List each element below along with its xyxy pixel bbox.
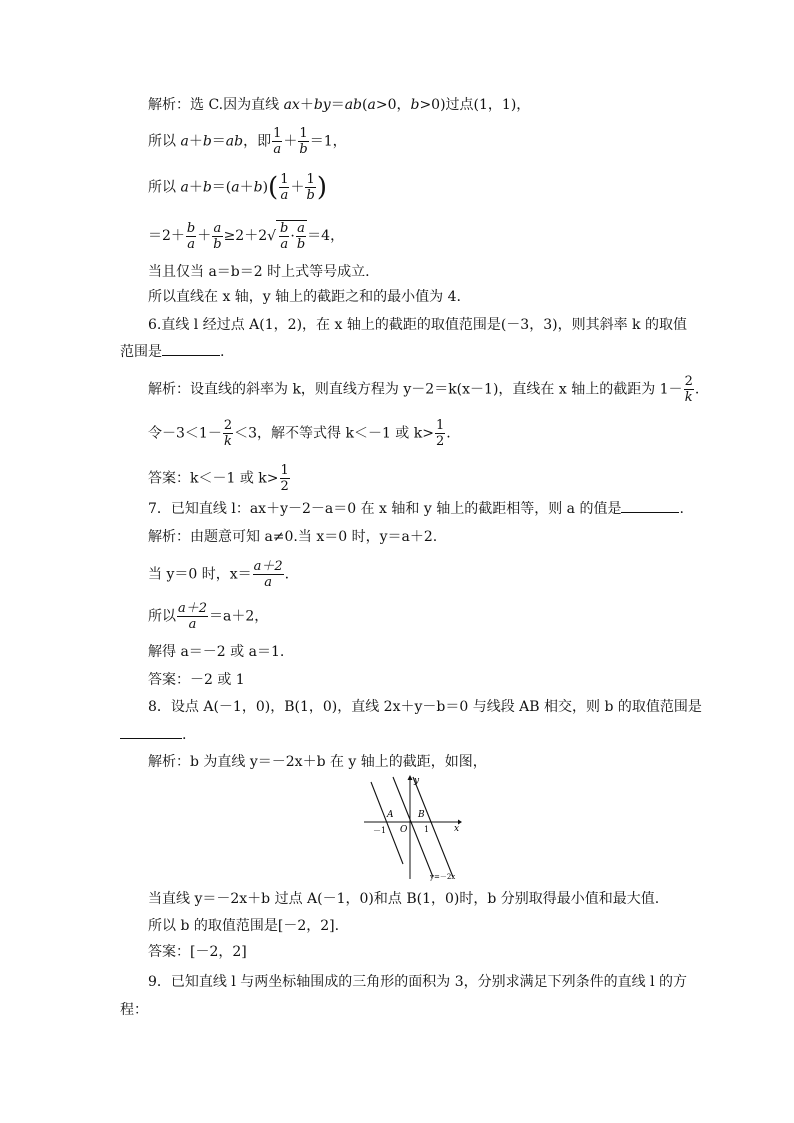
- text: ＋: [283, 133, 298, 150]
- text: ab: [225, 133, 244, 150]
- denominator: b: [299, 142, 308, 157]
- numerator: b: [186, 220, 196, 236]
- text: b: [202, 179, 212, 196]
- solution-8-line-3: 所以 b 的取值范围是[－2，2].: [148, 918, 340, 934]
- fraction: [177, 601, 208, 632]
- answer-8: 答案：[－2，2]: [148, 944, 247, 960]
- text: .: [284, 566, 290, 583]
- question-8-line-1: 8．设点 A(－1，0)，B(1，0)，直线 2x＋y－b＝0 与线段 AB 相交，则 b 的取值范围是: [148, 699, 702, 715]
- answer-blank: [162, 341, 220, 356]
- numerator: 1: [299, 126, 308, 141]
- solution-6-line-1: [148, 374, 699, 405]
- denominator: 2: [280, 479, 289, 494]
- text: ＋: [239, 179, 254, 196]
- solution-5-line-3: [148, 172, 327, 203]
- text: 所以: [148, 133, 181, 150]
- solution-8-line-1: 解析：b 为直线 y＝－2x＋b 在 y 轴上的截距，如图，: [148, 754, 487, 770]
- one-label: 1: [424, 825, 430, 834]
- line-label: y=－2x: [430, 873, 456, 881]
- text: (: [362, 97, 368, 113]
- denominator: b: [296, 237, 306, 252]
- denominator: a: [177, 616, 208, 632]
- minus-one-label: －1: [373, 826, 387, 835]
- solution-5-line-5: 当且仅当 a＝b＝2 时上式等号成立.: [148, 264, 370, 280]
- fraction: [305, 172, 315, 203]
- text: b: [410, 97, 420, 113]
- numerator: a＋2: [253, 559, 283, 574]
- numerator: b: [280, 221, 289, 236]
- denominator: b: [306, 188, 315, 203]
- denominator: b: [213, 236, 222, 252]
- denominator: k: [224, 434, 232, 449]
- origin-label: O: [400, 825, 408, 835]
- radicand: [276, 220, 307, 252]
- text: 解析：选 C.因为直线: [148, 97, 284, 113]
- text: .: [220, 344, 225, 360]
- fraction: [223, 418, 233, 449]
- sqrt-sign: √: [267, 228, 277, 245]
- fraction: [212, 221, 222, 252]
- text: b: [253, 179, 263, 196]
- line-through-A: [371, 782, 403, 864]
- text: ＝1，: [309, 133, 347, 150]
- text: >0)过点(1，1)，: [419, 97, 531, 113]
- numerator: a: [213, 220, 222, 236]
- solution-5-line-4: [148, 220, 344, 252]
- text: ＋: [197, 228, 212, 244]
- denominator: 2: [435, 434, 445, 449]
- text: ＋: [188, 133, 203, 150]
- fraction: [298, 126, 308, 157]
- numerator: 2: [684, 374, 693, 389]
- numerator: 1: [280, 463, 289, 478]
- text: a: [367, 97, 376, 113]
- fraction: [186, 221, 196, 252]
- text: a: [231, 179, 240, 196]
- text: ＋: [290, 179, 305, 196]
- text: 范围是: [120, 344, 162, 360]
- paren-open: (: [268, 172, 279, 203]
- solution-5-line-2: [148, 126, 347, 157]
- question-6-line-1: 6.直线 l 经过点 A(1，2)，在 x 轴上的截距的取值范围是(－3，3)，则其斜率 k 的取值: [148, 317, 687, 333]
- solution-7-line-3: [148, 601, 268, 632]
- text: ≥2＋2: [223, 228, 268, 244]
- numerator: 1: [280, 172, 289, 187]
- text: ＝: [330, 97, 345, 113]
- text: 令－3＜1－: [148, 425, 222, 442]
- denominator: a: [280, 188, 289, 203]
- question-7: [148, 498, 684, 519]
- fraction: [296, 221, 306, 252]
- solution-7-line-4: 解得 a＝－2 或 a＝1.: [148, 644, 285, 660]
- denominator: a: [280, 237, 289, 252]
- numerator: a＋2: [178, 601, 208, 616]
- text: ，即: [243, 133, 272, 150]
- text: .: [182, 727, 187, 743]
- question-9-line-2: 程：: [120, 1002, 148, 1018]
- numerator: 1: [435, 418, 445, 433]
- question-9-line-1: 9．已知直线 l 与两坐标轴围成的三角形的面积为 3，分别求满足下列条件的直线 l 的方: [148, 974, 688, 990]
- text: ＋: [188, 179, 203, 196]
- question-8-line-2: [120, 724, 186, 745]
- text: ＝a＋2，: [209, 608, 269, 625]
- answer-blank: [120, 724, 182, 739]
- text: ＝2＋: [148, 228, 185, 244]
- solution-5-line-6: 所以直线在 x 轴，y 轴上的截距之和的最小值为 4.: [148, 289, 461, 305]
- text: >0，: [375, 97, 411, 113]
- x-label: x: [454, 824, 460, 834]
- text: .: [446, 425, 451, 442]
- fraction: [684, 374, 694, 405]
- sqrt: [267, 220, 307, 252]
- numerator: 1: [273, 126, 282, 141]
- y-axis-arrow: [408, 775, 413, 780]
- solution-6-line-2: [148, 418, 451, 449]
- text: ＜3，解不等式得 k＜－1 或 k>: [234, 425, 434, 442]
- fraction: [435, 418, 445, 449]
- text: b: [202, 133, 212, 150]
- solution-7-line-1: 解析：由题意可知 a≠0.当 x＝0 时，y＝a＋2.: [148, 529, 438, 545]
- text: a: [180, 133, 189, 150]
- denominator: k: [684, 390, 693, 405]
- fraction: [280, 463, 290, 494]
- fraction: [279, 221, 289, 252]
- text: 当 y＝0 时，x＝: [148, 566, 252, 583]
- answer-6: [148, 463, 291, 494]
- denominator: a: [253, 574, 284, 590]
- solution-5-line-1: [148, 95, 530, 115]
- point-B-label: B: [418, 810, 425, 820]
- solution-7-line-2: [148, 559, 289, 590]
- text: ＝(: [211, 179, 232, 196]
- text: 7．已知直线 l：ax＋y－2－a＝0 在 x 轴和 y 轴上的截距相等，则 a 的值是: [148, 501, 622, 517]
- text: a: [180, 179, 189, 196]
- text: 答案：k＜－1 或 k>: [148, 470, 279, 487]
- text: by: [313, 97, 331, 113]
- dot: ·: [290, 228, 295, 245]
- fraction: [272, 126, 282, 157]
- text: ＋: [299, 97, 314, 113]
- text: ): [262, 179, 269, 196]
- text: 所以: [148, 608, 176, 625]
- line-graph-figure: [358, 773, 462, 881]
- line-through-B: [413, 777, 453, 877]
- text: .: [694, 381, 700, 398]
- answer-7: 答案：－2 或 1: [148, 672, 245, 688]
- denominator: a: [273, 142, 282, 157]
- text: ＝: [211, 133, 226, 150]
- text: ＝4，: [307, 228, 345, 244]
- text: 所以: [148, 179, 181, 196]
- answer-blank: [621, 498, 679, 513]
- text: 解析：设直线的斜率为 k，则直线方程为 y－2＝k(x－1)，直线在 x 轴上的截距为 1－: [148, 381, 683, 398]
- numerator: 2: [223, 418, 233, 433]
- text: ax: [283, 97, 300, 113]
- question-6-line-2: [120, 341, 224, 362]
- y-label: y: [414, 776, 420, 786]
- denominator: a: [187, 236, 195, 252]
- numerator: a: [297, 221, 305, 236]
- solution-8-line-2: 当直线 y＝－2x＋b 过点 A(－1，0)和点 B(1，0)时，b 分别取得最小值和最大值.: [148, 891, 660, 907]
- numerator: 1: [306, 172, 315, 187]
- paren-close: ): [316, 172, 327, 203]
- point-A-label: A: [387, 810, 394, 820]
- text: .: [679, 501, 684, 517]
- fraction: [279, 172, 289, 203]
- fraction: [253, 559, 284, 590]
- text: ab: [344, 97, 363, 113]
